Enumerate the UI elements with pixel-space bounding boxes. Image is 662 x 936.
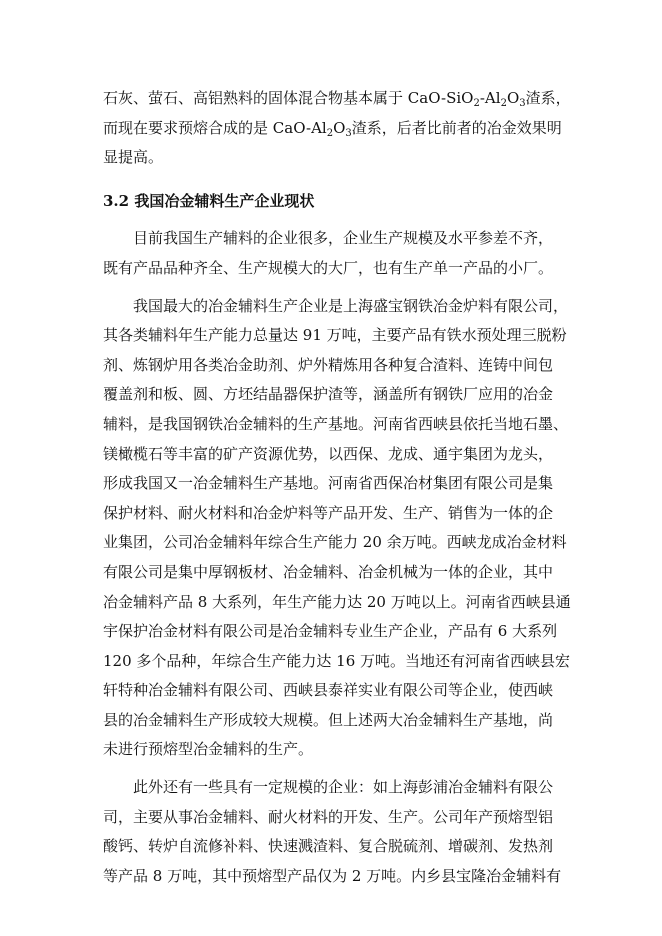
paragraph-line: 镁橄榄石等丰富的矿产资源优势，以西保、龙成、通宇集团为龙头， bbox=[103, 444, 554, 463]
paragraph-line: 我国最大的冶金辅料生产企业是上海盛宝钢铁冶金炉料有限公司， bbox=[133, 296, 569, 315]
intro-text: -Al bbox=[479, 89, 501, 107]
paragraph-line: 等产品 8 万吨，其中预熔型产品仅为 2 万吨。内乡县宝隆冶金辅料有 bbox=[103, 866, 562, 885]
paragraph-line: 冶金辅料产品 8 大系列，年生产能力达 20 万吨以上。河南省西峡县通 bbox=[103, 592, 571, 611]
paragraph-line: 形成我国又一冶金辅料生产基地。河南省西保冶材集团有限公司是集 bbox=[103, 474, 554, 493]
subscript: 2 bbox=[500, 98, 507, 109]
paragraph-line: 既有产品品种齐全、生产规模大的大厂，也有生产单一产品的小厂。 bbox=[103, 258, 554, 277]
paragraph-line: 宇保护冶金材料有限公司是冶金辅料专业生产企业，产品有 6 大系列 bbox=[103, 622, 558, 641]
subscript: 3 bbox=[345, 127, 352, 139]
subscript: 2 bbox=[473, 98, 480, 109]
paragraph-line: 剂、炼钢炉用各类冶金助剂、炉外精炼用各种复合渣料、连铸中间包 bbox=[103, 355, 554, 374]
intro-text: 而现在要求预熔合成的是 CaO-Al bbox=[103, 118, 327, 137]
paragraph-line: 未进行预熔型冶金辅料的生产。 bbox=[103, 740, 314, 759]
intro-line-1 bbox=[103, 84, 573, 114]
intro-line-2 bbox=[103, 114, 573, 144]
subscript: 3 bbox=[519, 98, 526, 109]
paragraph-line: 业集团，公司冶金辅料年综合生产能力 20 余万吨。西峡龙成冶金材料 bbox=[103, 533, 567, 552]
paragraph-line: 保护材料、耐火材料和冶金炉料等产品开发、生产、销售为一体的企 bbox=[103, 503, 554, 522]
paragraph-line: 有限公司是集中厚钢板材、冶金辅料、冶金机械为一体的企业，其中 bbox=[103, 562, 554, 581]
paragraph-line: 县的冶金辅料生产形成较大规模。但上述两大冶金辅料生产基地，尚 bbox=[103, 710, 554, 729]
paragraph-line: 此外还有一些具有一定规模的企业：如上海彭浦冶金辅料有限公 bbox=[133, 778, 554, 797]
intro-text: 渣系， bbox=[525, 89, 571, 107]
paragraph-1 bbox=[103, 224, 573, 283]
paragraph-2 bbox=[103, 292, 573, 766]
intro-text: 渣系，后者比前者的冶金效果明 bbox=[351, 118, 562, 137]
paragraph-line: 酸钙、转炉自流修补料、快速溅渣料、复合脱硫剂、增碳剂、发热剂 bbox=[103, 837, 554, 856]
section-heading: 3.2 我国冶金辅料生产企业现状 bbox=[103, 191, 315, 210]
paragraph-line: 目前我国生产辅料的企业很多，企业生产规模及水平参差不齐， bbox=[133, 229, 554, 248]
paragraph-3 bbox=[103, 773, 573, 891]
intro-line-3: 显提高。 bbox=[103, 148, 164, 167]
paragraph-line: 其各类辅料年生产能力总量达 91 万吨，主要产品有铁水预处理三脱粉 bbox=[103, 326, 567, 345]
subscript: 2 bbox=[326, 127, 334, 139]
paragraph-line: 120 多个品种，年综合生产能力达 16 万吨。当地还有河南省西峡县宏 bbox=[103, 651, 571, 670]
intro-text: O bbox=[333, 118, 346, 137]
paragraph-line: 覆盖剂和板、圆、方坯结晶器保护渣等，涵盖所有钢铁厂应用的冶金 bbox=[103, 385, 554, 404]
intro-text: 石灰、萤石、高铝熟料的固体混合物基本属于 CaO-SiO bbox=[103, 89, 474, 107]
document-page bbox=[103, 84, 573, 891]
intro-text: O bbox=[506, 89, 520, 107]
paragraph-line: 轩特种冶金辅料有限公司、西峡县泰祥实业有限公司等企业，使西峡 bbox=[103, 681, 554, 700]
paragraph-line: 辅料，是我国钢铁冶金辅料的生产基地。河南省西峡县依托当地石墨、 bbox=[103, 414, 569, 433]
paragraph-line: 司，主要从事冶金辅料、耐火材料的开发、生产。公司年产预熔型铝 bbox=[103, 807, 554, 826]
